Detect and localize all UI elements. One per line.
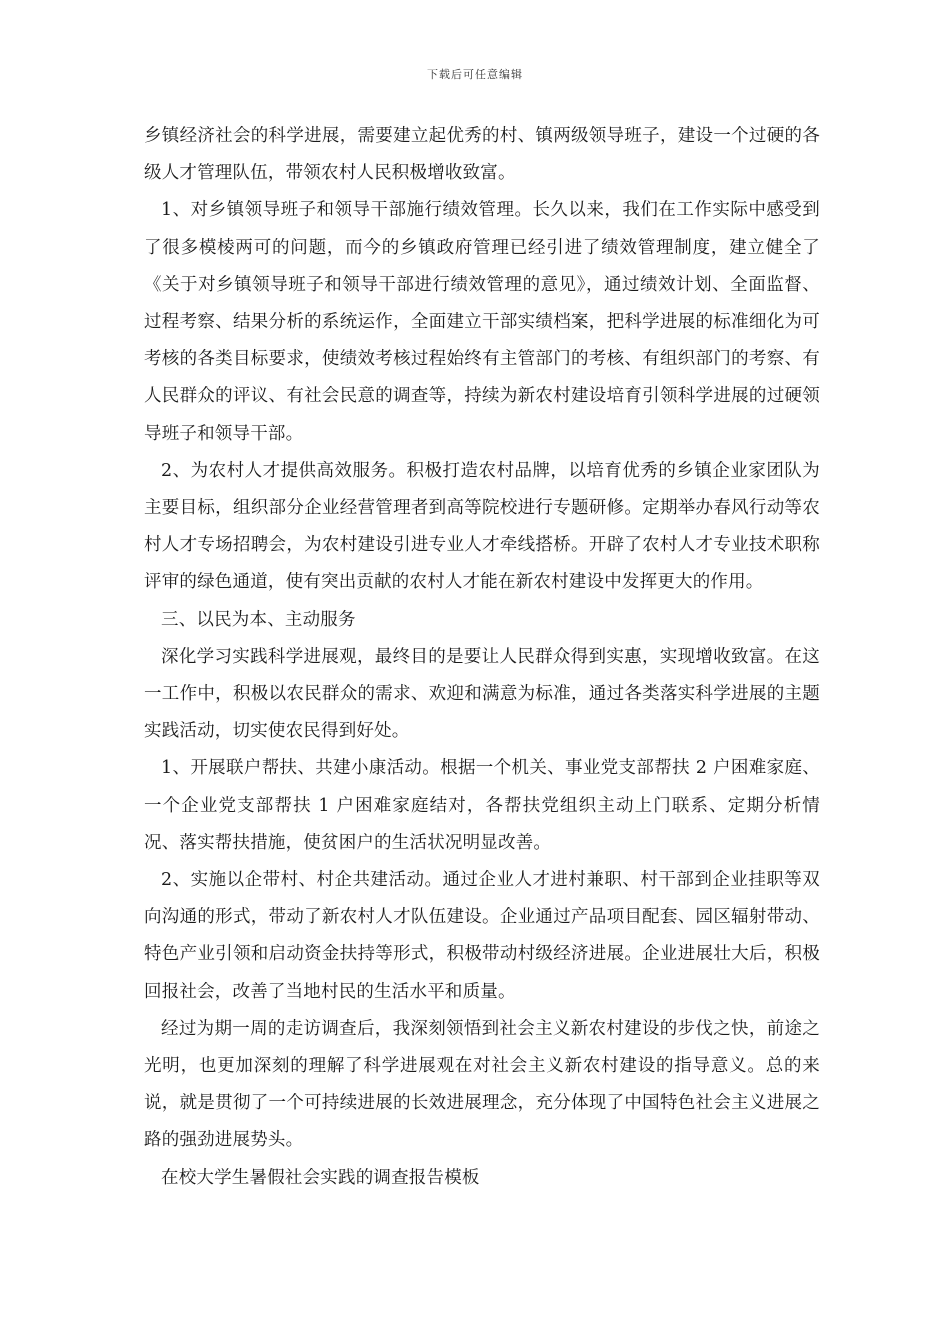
document-body — [144, 118, 820, 1197]
paragraph: 乡镇经济社会的科学进展，需要建立起优秀的村、镇两级领导班子，建设一个过硬的各级人才管理队伍，带领农村人民积极增收致富。 — [144, 126, 820, 184]
document-title-line: 在校大学生暑假社会实践的调查报告模板 — [161, 1167, 480, 1188]
paragraph: 1、对乡镇领导班子和领导干部施行绩效管理。长久以来，我们在工作实际中感受到了很多模棱两可的问题，而今的乡镇政府管理已经引进了绩效管理制度，建立健全了《关于对乡镇领导班子和领导干部进行绩效管理的意见》，通过绩效计划、全面监督、过程考察、结果分析的系统运作，全面建立干部实绩档案，把科学进展的标准细化为可考核的各类目标要求，使绩效考核过程始终有主管部门的考核、有组织部门的考察、有人民群众的评议、有社会民意的调查等，持续为新农村建设培育引领科学进展的过硬领导班子和领导干部。 — [144, 200, 820, 444]
paragraph: 2、为农村人才提供高效服务。积极打造农村品牌，以培育优秀的乡镇企业家团队为主要目标，组织部分企业经营管理者到高等院校进行专题研修。定期举办春风行动等农村人才专场招聘会，为农村建设引进专业人才牵线搭桥。开辟了农村人才专业技术职称评审的绿色通道，使有突出贡献的农村人才能在新农村建设中发挥更大的作用。 — [144, 460, 820, 593]
paragraph: 深化学习实践科学进展观，最终目的是要让人民群众得到实惠，实现增收致富。在这一工作中，积极以农民群众的需求、欢迎和满意为标准，通过各类落实科学进展的主题实践活动，切实使农民得到好处。 — [144, 646, 820, 742]
page-header: 下载后可任意编辑 — [427, 68, 523, 81]
paragraph: 1、开展联户帮扶、共建小康活动。根据一个机关、事业党支部帮扶 2 户困难家庭、一个企业党支部帮扶 1 户困难家庭结对，各帮扶党组织主动上门联系、定期分析情况、落实帮扶措施，使贫困户的生活状况明显改善。 — [144, 758, 820, 853]
paragraph: 经过为期一周的走访调查后，我深刻领悟到社会主义新农村建设的步伐之快，前途之光明，也更加深刻的理解了科学进展观在对社会主义新农村建设的指导意义。总的来说，就是贯彻了一个可持续进展的长效进展理念，充分体现了中国特色社会主义进展之路的强劲进展势头。 — [144, 1018, 820, 1151]
section-heading: 三、以民为本、主动服务 — [161, 609, 356, 630]
paragraph: 2、实施以企带村、村企共建活动。通过企业人才进村兼职、村干部到企业挂职等双向沟通的形式，带动了新农村人才队伍建设。企业通过产品项目配套、园区辐射带动、特色产业引领和启动资金扶持等形式，积极带动村级经济进展。企业进展壮大后，积极回报社会，改善了当地村民的生活水平和质量。 — [144, 870, 820, 1002]
